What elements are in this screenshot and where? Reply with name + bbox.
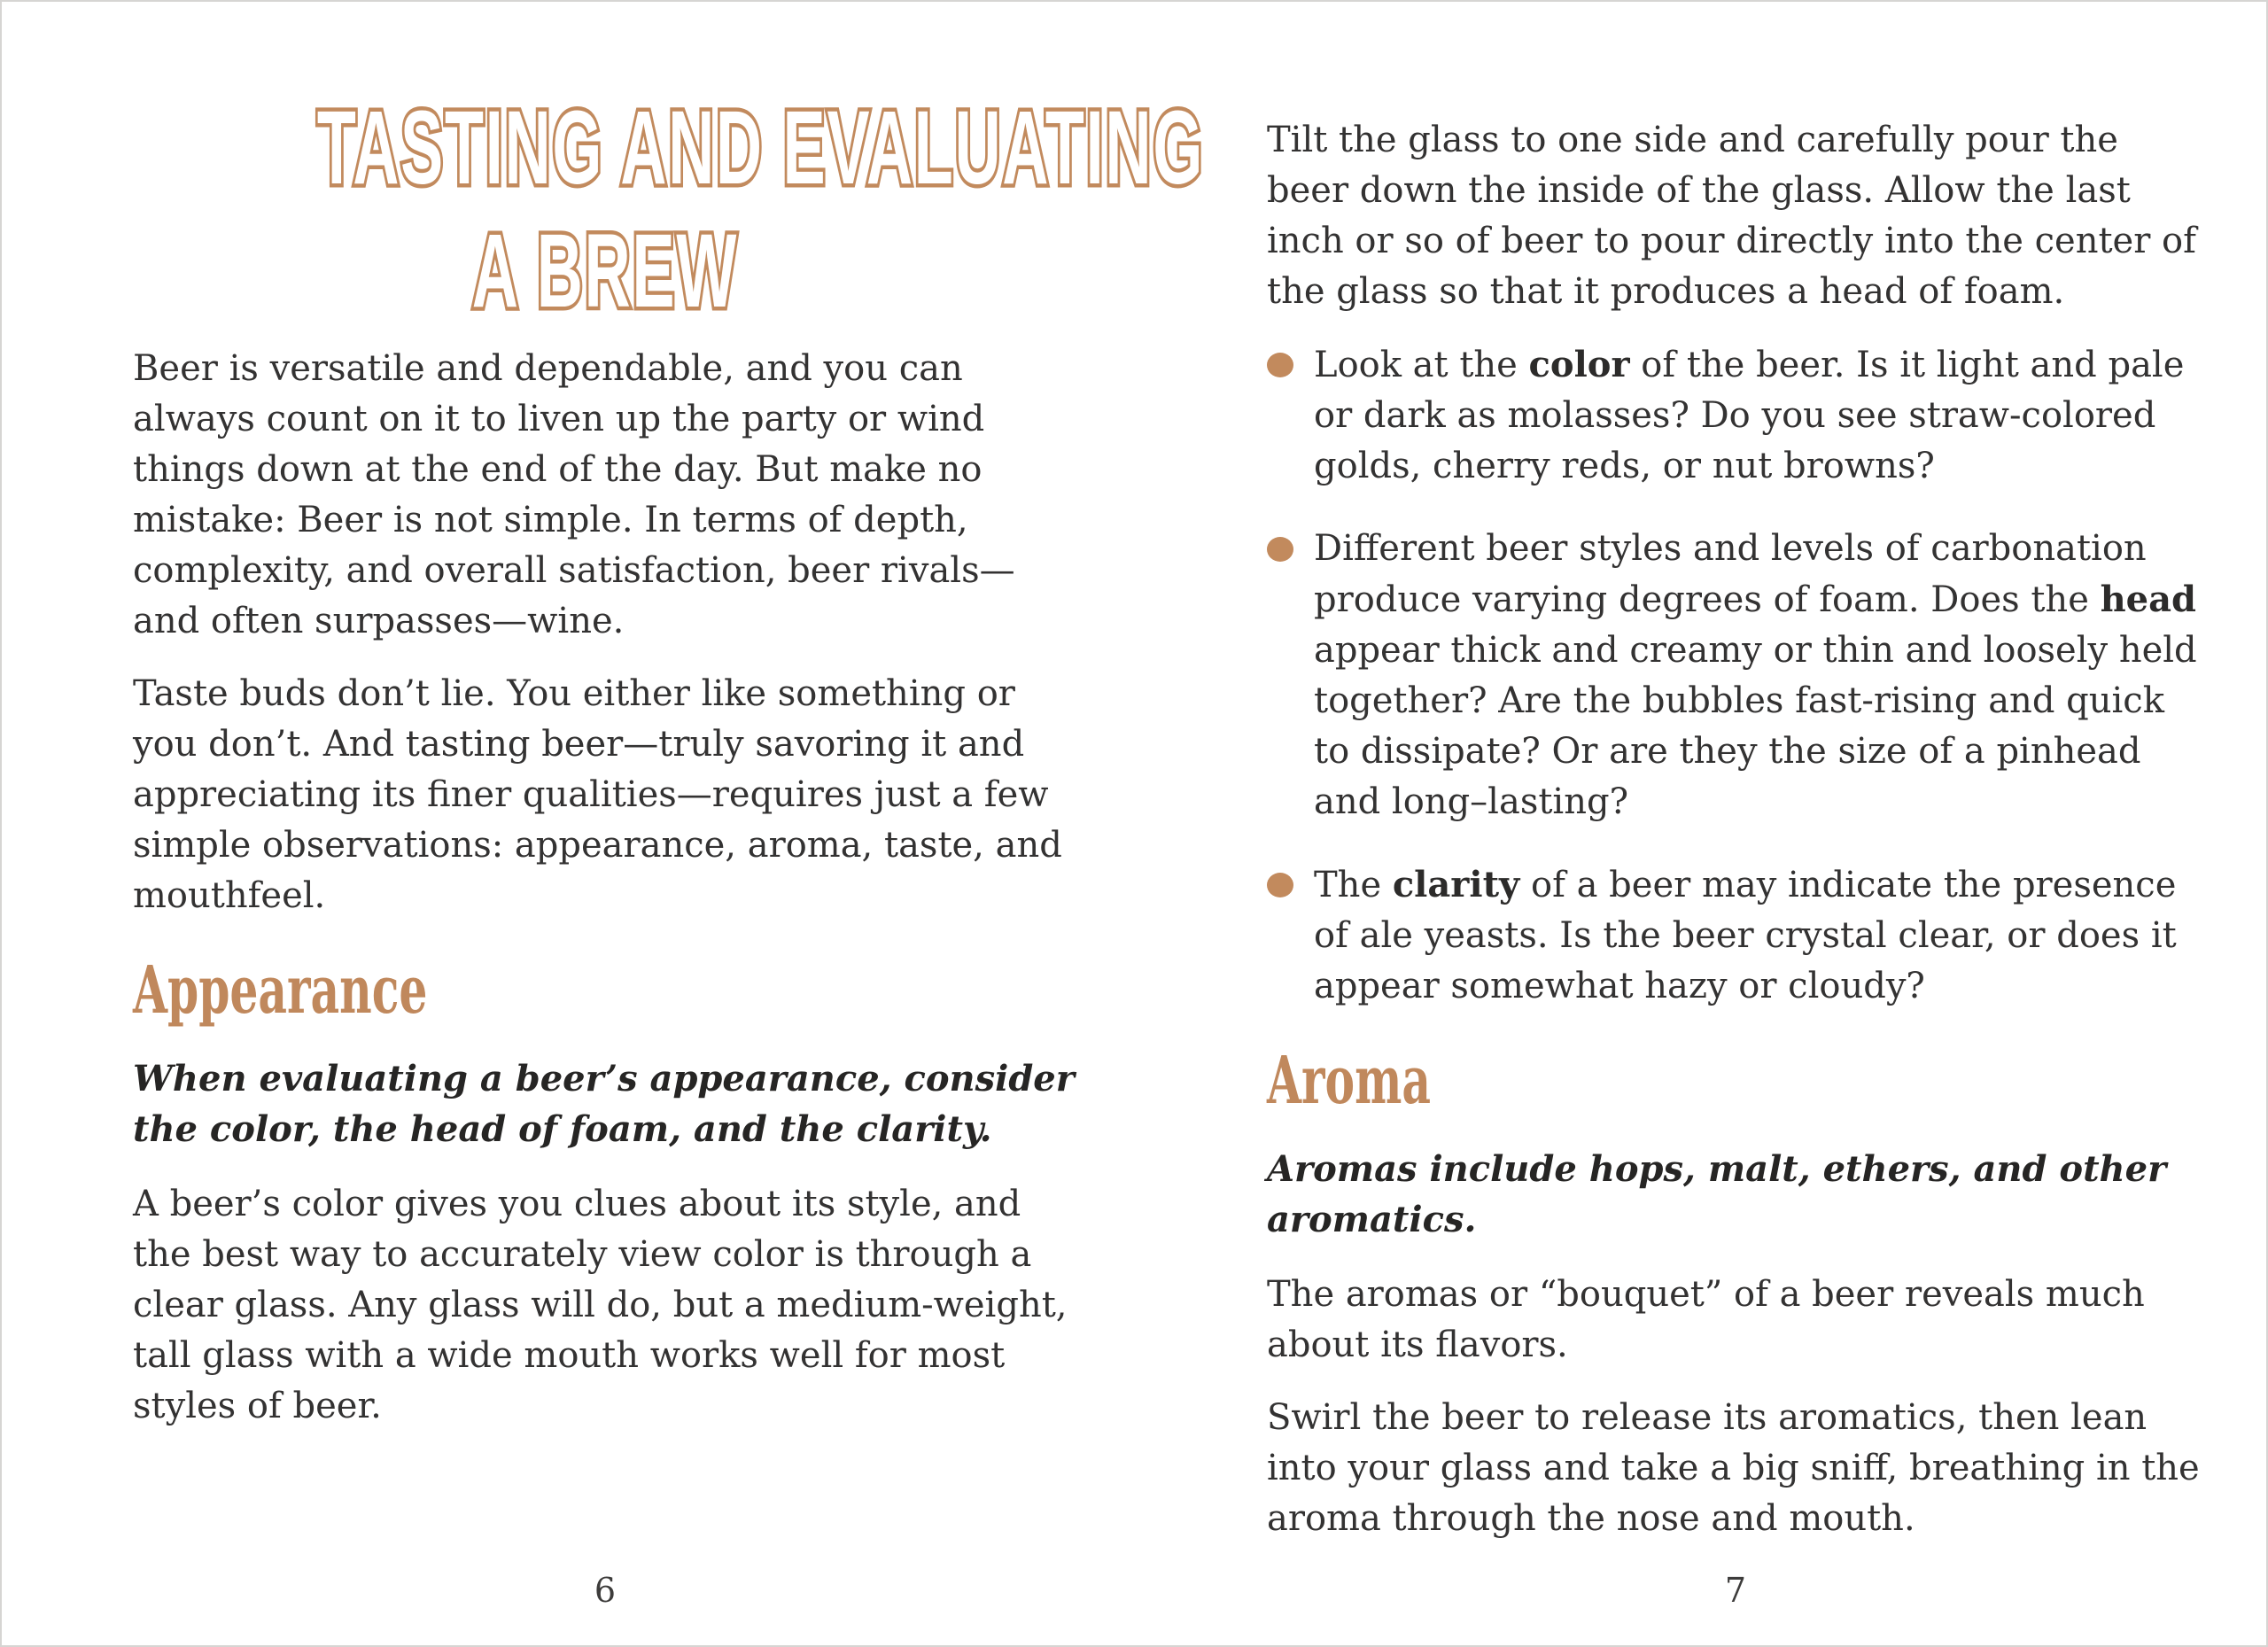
list-item-text: Look at the color of the beer. Is it light and pale or dark as molasses? Do you see straw-colored golds, cherry reds, or nut browns?: [1314, 344, 2185, 486]
chapter-title-line-2: A BREW: [471, 213, 739, 330]
paragraph: Tilt the glass to one side and carefully pour the beer down the inside of the glass. Allow the last inch or so of beer to pour directly into the center of the glass so that it produces a head of foam.: [1267, 120, 2196, 312]
list-item: [1267, 339, 2204, 492]
page-right: [1267, 2, 2204, 1645]
list-item-text: Different beer styles and levels of carbonation produce varying degrees of foam. Does the head appear thick and creamy or thin and loosely held together? Are the bubbles fast-rising and quick to dissipate? Or are they the size of a pinhead and long–lasting?: [1314, 528, 2197, 822]
list-item: [1267, 859, 2204, 1012]
chapter-title: [133, 87, 1205, 333]
bullet-icon: [1267, 873, 1293, 897]
page-number-left: 6: [594, 1571, 617, 1610]
chapter-title-line-1: TASTING AND EVALUATING: [316, 89, 1205, 206]
paragraph: Taste buds don’t lie. You either like something or you don’t. And tasting beer—truly savoring it and appreciating its finer qualities—requires just a few simple observations: appearance, aroma, taste, and mouthfeel.: [133, 673, 1062, 916]
bullet-icon: [1267, 537, 1293, 562]
paragraph: The aromas or “bouquet” of a beer reveals much about its flavors.: [1267, 1274, 2145, 1365]
section-heading-aroma: Aroma: [1267, 1043, 1431, 1119]
paragraph: A beer’s color gives you clues about its style, and the best way to accurately view color is through a clear glass. Any glass will do, but a medium-weight, tall glass with a wide mouth works well for most styles of beer.: [133, 1184, 1068, 1426]
section-lead: When evaluating a beer’s appearance, consider the color, the head of foam, and the clarity.: [133, 1058, 1075, 1150]
page-number-right: 7: [1724, 1571, 1747, 1610]
paragraph: Beer is versatile and dependable, and you can always count on it to liven up the party or wind things down at the end of the day. But make no mistake: Beer is not simple. In terms of depth, complexity, and overall satisfaction, beer rivals—and often surpasses—wine.: [133, 348, 1015, 641]
section-heading-appearance: Appearance: [133, 952, 428, 1029]
section-lead: Aromas include hops, malt, ethers, and other aromatics.: [1267, 1148, 2167, 1240]
paragraph: Swirl the beer to release its aromatics, then lean into your glass and take a big sniff, breathing in the aroma through the nose and mouth.: [1267, 1397, 2200, 1539]
bullet-list: [1267, 339, 2204, 1012]
list-item: [1267, 524, 2204, 827]
list-item-text: The clarity of a beer may indicate the presence of ale yeasts. Is the beer crystal clear, or does it appear somewhat hazy or cloudy?: [1314, 864, 2177, 1006]
bullet-icon: [1267, 353, 1293, 377]
page-left: [133, 2, 1205, 1645]
